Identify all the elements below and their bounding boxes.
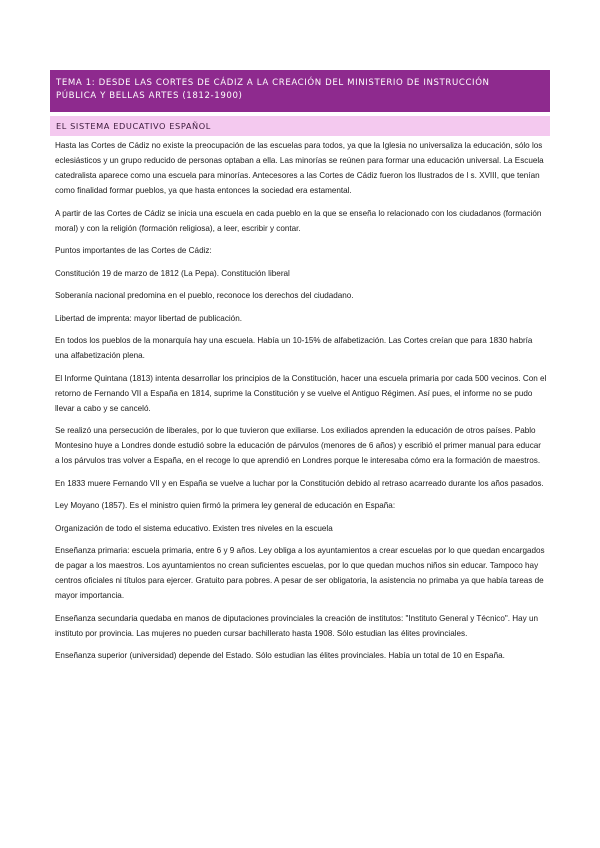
section-heading: EL SISTEMA EDUCATIVO ESPAÑOL bbox=[50, 116, 550, 136]
paragraph: El Informe Quintana (1813) intenta desarrollar los principios de la Constitución, hacer una escuela primaria por cada 500 vecinos. Con el retorno de Fernando VII a España en 1814, suprime la Constitución y se vuelve el Antiguo Régimen. Así pues, el informe no se pudo llevar a cabo y se canceló. bbox=[55, 373, 547, 413]
paragraph: Enseñanza superior (universidad) depende del Estado. Sólo estudian las élites provinciales. Había un total de 10 en España. bbox=[55, 651, 505, 660]
paragraph: Constitución 19 de marzo de 1812 (La Pepa). Constitución liberal bbox=[55, 268, 290, 278]
paragraph: Organización de todo el sistema educativo. Existen tres niveles en la escuela bbox=[55, 523, 333, 533]
paragraph: Hasta las Cortes de Cádiz no existe la preocupación de las escuelas para todos, ya que la Iglesia no universaliza la educación, sólo los eclesiásticos y un grupo reducido de personas optaban a ella. Las minorías se reúnen para formar una educación universal. La Escuela catedralista aparece como una escuela para minorías. Antecesores a las Cortes de Cádiz fueron los Ilustrados de l s. XVIII, que tenían como finalidad formar pueblos, ya que hasta entonces la sociedad era estamental. bbox=[55, 141, 544, 195]
title-line-1: TEMA 1: DESDE LAS CORTES DE CÁDIZ A LA CREACIÓN DEL MINISTERIO DE INSTRUCCIÓN bbox=[56, 78, 490, 88]
paragraph: Enseñanza secundaria quedaba en manos de diputaciones provinciales la creación de institutos: "Instituto General y Técnico". Hay un instituto por provincia. Las mujeres no pueden cursar bachillerato hasta 1908. Sólo estudian las élites provinciales. bbox=[55, 613, 539, 638]
paragraph: Puntos importantes de las Cortes de Cádiz: bbox=[55, 246, 212, 255]
paragraph: Enseñanza primaria: escuela primaria, entre 6 y 9 años. Ley obliga a los ayuntamientos a crear escuelas por lo que quedan encargados de pagar a los maestros. Los ayuntamientos no crean suficientes escuelas, por lo que quedan muchos niños sin educar. Tampoco hay centros oficiales ni títulos para ejercer. Gratuito para pobres. A pesar de ser obligatoria, la asistencia no primaba ya que había tareas de mayor importancia. bbox=[55, 546, 545, 600]
title-banner bbox=[50, 70, 550, 112]
paragraph: Soberanía nacional predomina en el pueblo, reconoce los derechos del ciudadano. bbox=[55, 291, 354, 300]
paragraph: A partir de las Cortes de Cádiz se inicia una escuela en cada pueblo en la que se enseña lo relacionado con los ciudadanos (formación moral) y con la religión (formación religiosa), a leer, escribir y contar. bbox=[55, 208, 542, 233]
title-line-2: PÚBLICA Y BELLAS ARTES (1812-1900) bbox=[56, 91, 243, 101]
document-body bbox=[55, 138, 547, 671]
paragraph: Se realizó una persecución de liberales, por lo que tuvieron que exiliarse. Los exiliados aprenden la educación de otros países. Pablo Montesino huye a Londres donde estudió sobre la educación de párvulos (menores de 6 años) y escribió el primer manual para educar a los párvulos tras volver a España, en el recoge lo que aprendió en Londres porque le interesaba cómo era la formación de maestros. bbox=[55, 426, 541, 465]
paragraph: En 1833 muere Fernando VII y en España se vuelve a luchar por la Constitución debido al retraso acarreado durante los años pasados. bbox=[55, 478, 544, 488]
paragraph: En todos los pueblos de la monarquía hay una escuela. Había un 10-15% de alfabetización. Las Cortes creían que para 1830 habría una alfabetización plena. bbox=[55, 336, 533, 360]
paragraph: Ley Moyano (1857). Es el ministro quien firmó la primera ley general de educación en España: bbox=[55, 501, 396, 510]
paragraph: Libertad de imprenta: mayor libertad de publicación. bbox=[55, 313, 242, 323]
